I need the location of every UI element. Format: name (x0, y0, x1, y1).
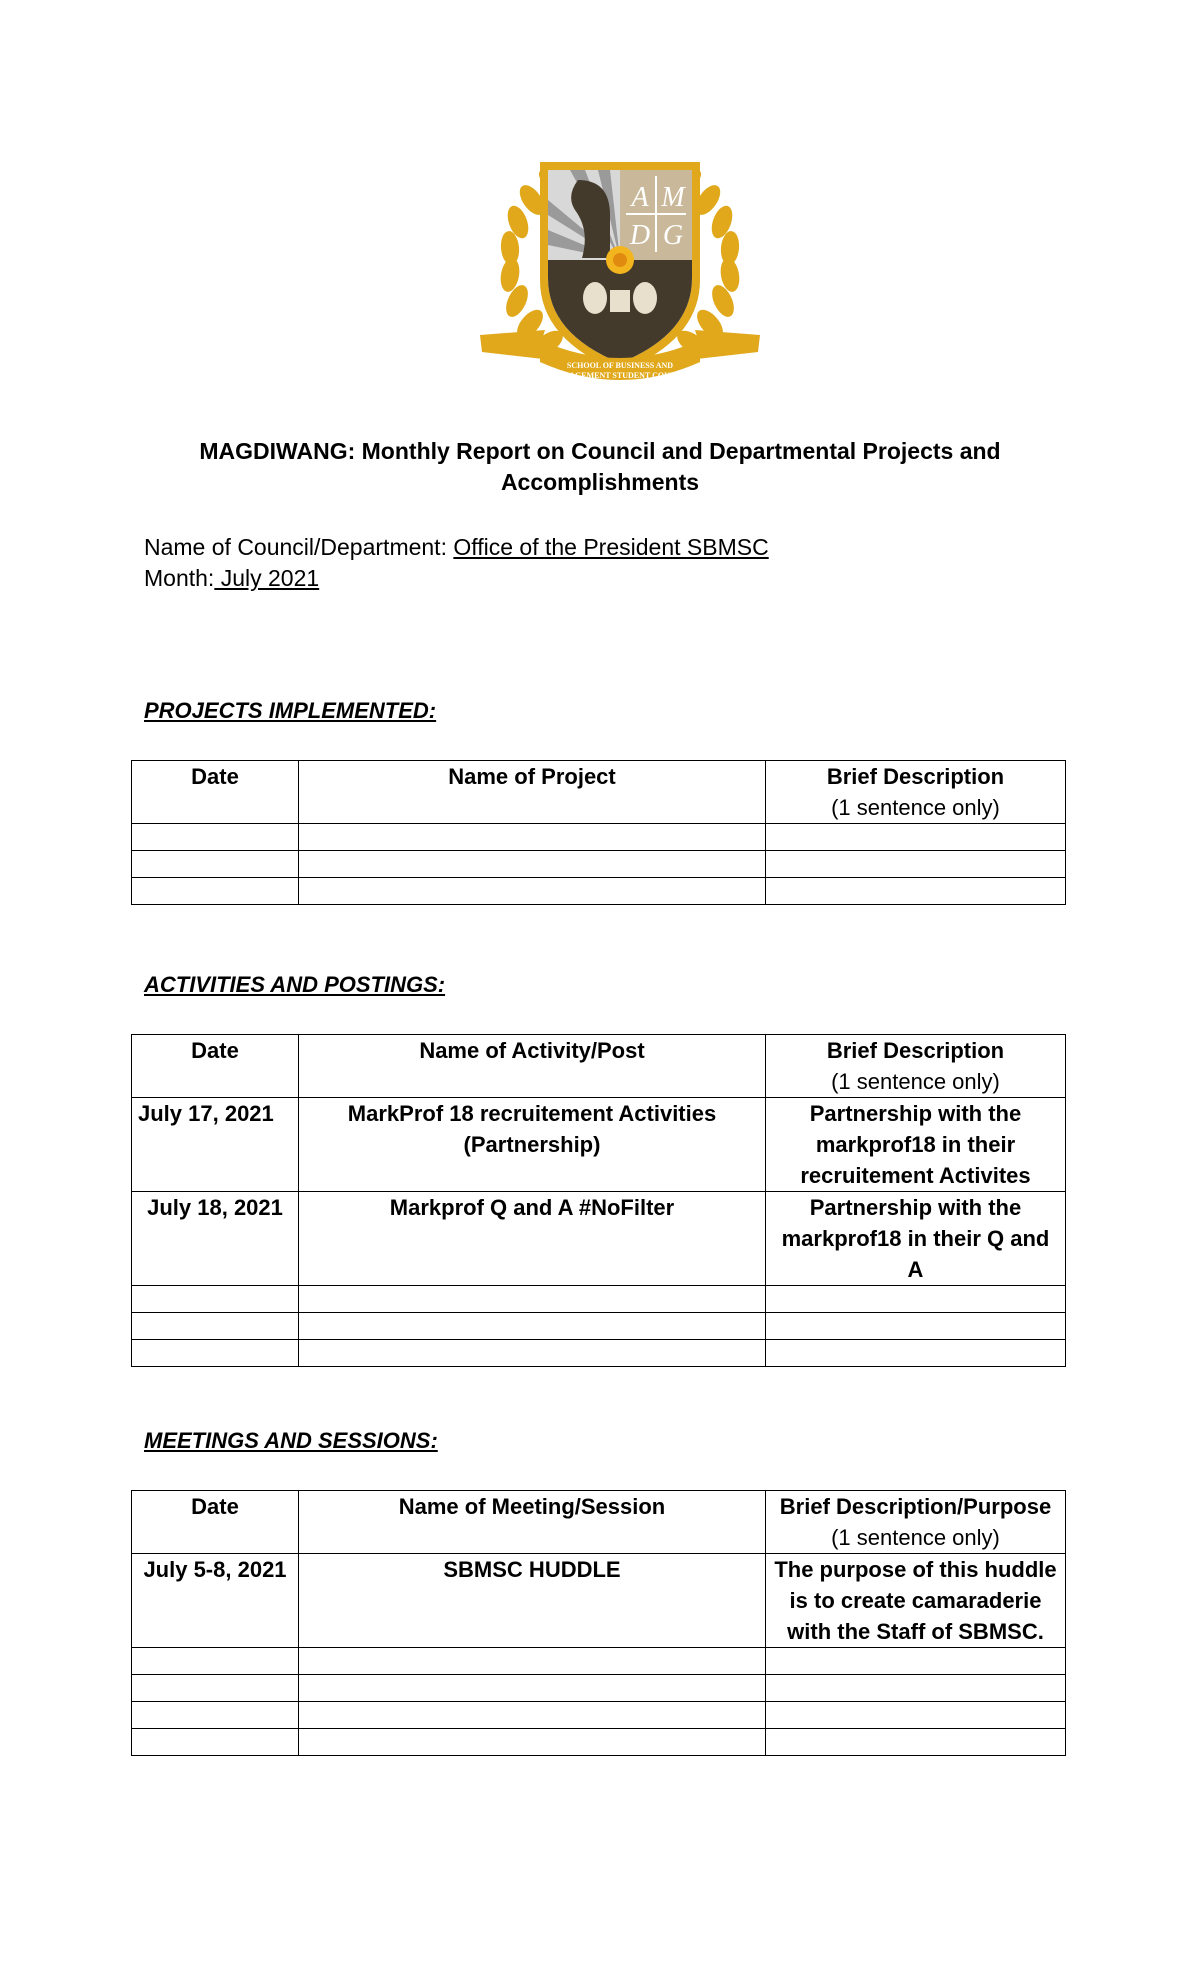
table-row (132, 1702, 1066, 1729)
council-line (144, 532, 769, 563)
month-line (144, 563, 769, 594)
cell-name: Markprof Q and A #NoFilter (299, 1192, 766, 1286)
projects-heading: PROJECTS IMPLEMENTED: (144, 698, 437, 723)
header-desc (766, 1491, 1066, 1554)
council-value: Office of the President SBMSC (453, 534, 769, 560)
meetings-table (131, 1490, 1066, 1756)
header-desc (766, 761, 1066, 824)
header-desc-label: Brief Description (826, 764, 1005, 789)
table-header-row (132, 1035, 1066, 1098)
table-row (132, 1340, 1066, 1367)
table-row (132, 1192, 1066, 1286)
table-row (132, 1729, 1066, 1756)
report-meta (144, 532, 769, 594)
cell-date: July 5-8, 2021 (132, 1554, 299, 1648)
header-desc-label: Brief Description (826, 1038, 1005, 1063)
report-title-line-1: MAGDIWANG: Monthly Report on Council and Departmental Projects and (199, 438, 1001, 464)
month-label: Month: (144, 565, 215, 591)
table-row (132, 1554, 1066, 1648)
cell-name: MarkProf 18 recruitement Activities (Partnership) (299, 1098, 766, 1192)
table-row (132, 851, 1066, 878)
table-row (132, 1098, 1066, 1192)
header-date: Date (132, 1491, 299, 1554)
council-label: Name of Council/Department: (144, 534, 454, 560)
header-desc-label: Brief Description/Purpose (779, 1494, 1052, 1519)
table-row (132, 1648, 1066, 1675)
header-date: Date (132, 761, 299, 824)
table-row (132, 824, 1066, 851)
header-desc-note: (1 sentence only) (831, 1525, 1000, 1550)
crest-letter-g: G (662, 220, 684, 251)
activities-heading: ACTIVITIES AND POSTINGS: (144, 972, 446, 997)
header-name: Name of Meeting/Session (299, 1491, 766, 1554)
ribbon-text-line-1: SCHOOL OF BUSINESS AND (566, 361, 674, 370)
table-row (132, 1675, 1066, 1702)
crest-letter-m: M (661, 182, 685, 213)
sbmsc-crest-logo (470, 140, 770, 405)
cell-desc: The purpose of this huddle is to create camaraderie with the Staff of SBMSC. (766, 1554, 1066, 1648)
ribbon-text-line-2: MANAGEMENT STUDENT COUNCIL (550, 371, 690, 380)
table-row (132, 878, 1066, 905)
report-title (150, 436, 1050, 498)
header-desc-note: (1 sentence only) (831, 795, 1000, 820)
projects-table (131, 760, 1066, 905)
header-date: Date (132, 1035, 299, 1098)
cell-name: SBMSC HUDDLE (299, 1554, 766, 1648)
crest-shield (540, 162, 700, 372)
cell-desc: Partnership with the markprof18 in their recruitement Activites (766, 1098, 1066, 1192)
crest-letter-a: A (631, 182, 649, 213)
cell-date: July 17, 2021 (132, 1098, 299, 1192)
header-desc-note: (1 sentence only) (831, 1069, 1000, 1094)
table-header-row (132, 761, 1066, 824)
meetings-heading: MEETINGS AND SESSIONS: (144, 1428, 438, 1453)
activities-table (131, 1034, 1066, 1367)
header-name: Name of Project (299, 761, 766, 824)
header-name: Name of Activity/Post (299, 1035, 766, 1098)
table-row (132, 1286, 1066, 1313)
month-value: July 2021 (214, 565, 320, 591)
report-title-line-2: Accomplishments (500, 469, 700, 495)
header-desc (766, 1035, 1066, 1098)
table-row (132, 1313, 1066, 1340)
cell-desc: Partnership with the markprof18 in their Q and A (766, 1192, 1066, 1286)
crest-letter-d: D (629, 220, 651, 251)
table-header-row (132, 1491, 1066, 1554)
cell-date: July 18, 2021 (132, 1192, 299, 1286)
